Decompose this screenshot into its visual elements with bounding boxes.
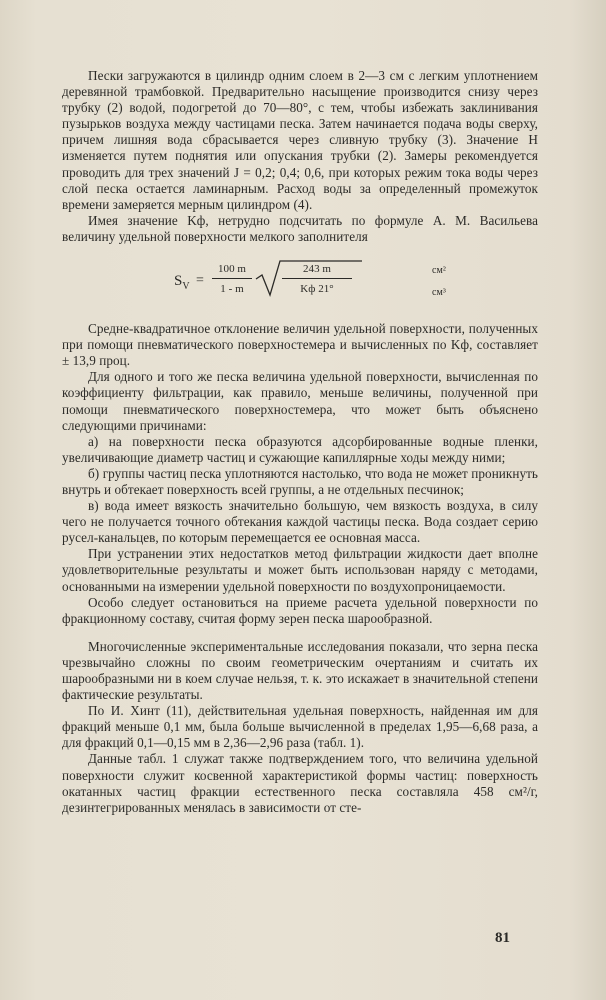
page-number: 81 [495, 930, 510, 946]
list-item-c: в) вода имеет вязкость значительно большую, чем вязкость воздуха, в силу чего не получается точного обтекания каждой частицы песка. Вода создает серию русел-канальцев, по которым перемещается ее основная масса. [62, 498, 538, 546]
paragraph-experimental-studies: Многочисленные экспериментальные исследования показали, что зерна песка чрезвычайно сложны по своим геометрическим очертаниям и считать их шарообразными ни в коем случае нельзя, т. к. это искажает в значительной степени фактические результаты. [62, 638, 538, 703]
paragraph-sand-loading: Пески загружаются в цилиндр одним слоем в 2—3 см с легким уплотнением деревянной трамбовкой. Предварительно насыщение производится снизу через трубку (2) водой, подогретой до 70—80°, с тем, чтобы избежать заклинивания пузырьков воздуха между частицами песка. Затем начинается подача воды сверху, причем лишняя вода сбрасывается через сливную трубку (3). Значение H изменяется путем поднятия или опускания трубки (2). Замеры рекомендуется проводить для трех значений J = 0,2; 0,4; 0,6, при которых режим тока воды через слой песка остается ламинарным. Расход воды за определенный промежуток времени замеряется мерным цилиндром (4). [62, 68, 538, 212]
paragraph-deviation: Средне-квадратичное отклонение величин удельной поверхности, полученных при помощи пневматического поверхностемера и вычисленных по Kф, составляет ± 13,9 проц. [62, 321, 538, 369]
specific-surface-formula [174, 259, 446, 303]
paragraph-filtration-method: При устранении этих недостатков метод фильтрации жидкости дает вполне удовлетворительные результаты и может быть использован наряду с методами, основанными на измерении удельной поверхности по воздухопроницаемости. [62, 546, 538, 594]
formula-block [62, 253, 538, 309]
list-item-b: б) группы частиц песка уплотняются настолько, что вода не может проникнуть внутрь и обтекает поверхность всей группы, а не отдельных песчинок; [62, 465, 538, 497]
formula-lhs: $S_V$ [174, 273, 190, 293]
formula-units: см² см³ [432, 265, 446, 299]
paragraph-reasons-intro: Для одного и того же песка величина удельной поверхности, вычисленная по коэффициенту фильтрации, как правило, меньше величины, полученной при помощи пневматического поверхностемера, что может быть объяснено следующими причинами: [62, 369, 538, 433]
body-text [62, 68, 538, 816]
formula-equals: = [196, 273, 204, 289]
formula-fraction: $\frac{100 m}{1 - m}$ [212, 261, 252, 297]
paragraph-table-data: Данные табл. 1 служат также подтверждением того, что величина удельной поверхности служит косвенной характеристикой формы частиц: поверхность окатанных частиц фракции естественного песка составляла 458 см²/г, дезинтегрированных менялась в зависимости от сте- [62, 751, 538, 815]
formula-square-root [254, 259, 364, 299]
formula-root-fraction: 243 m Kф 21° [282, 261, 352, 297]
list-item-a: а) на поверхности песка образуются адсорбированные водные пленки, увеличивающие диаметр частиц и сужающие капиллярные ходы между ними; [62, 433, 538, 465]
paragraph-hint-results: По И. Хинт (11), действительная удельная поверхность, найденная им для фракций меньше 0,1 мм, была больше вычисленной в пределах 1,95—6,68 раза, а для фракций 0,1—0,15 мм в 2,36—2,96 раза (табл. 1). [62, 703, 538, 751]
paragraph-fractional-composition: Особо следует остановиться на приеме расчета удельной поверхности по фракционному составу, считая форму зерен песка шарообразной. [62, 594, 538, 626]
paragraph-vasiliev-formula-intro: Имея значение Kф, нетрудно подсчитать по формуле А. М. Васильева величину удельной поверхности мелкого заполнителя [62, 212, 538, 244]
